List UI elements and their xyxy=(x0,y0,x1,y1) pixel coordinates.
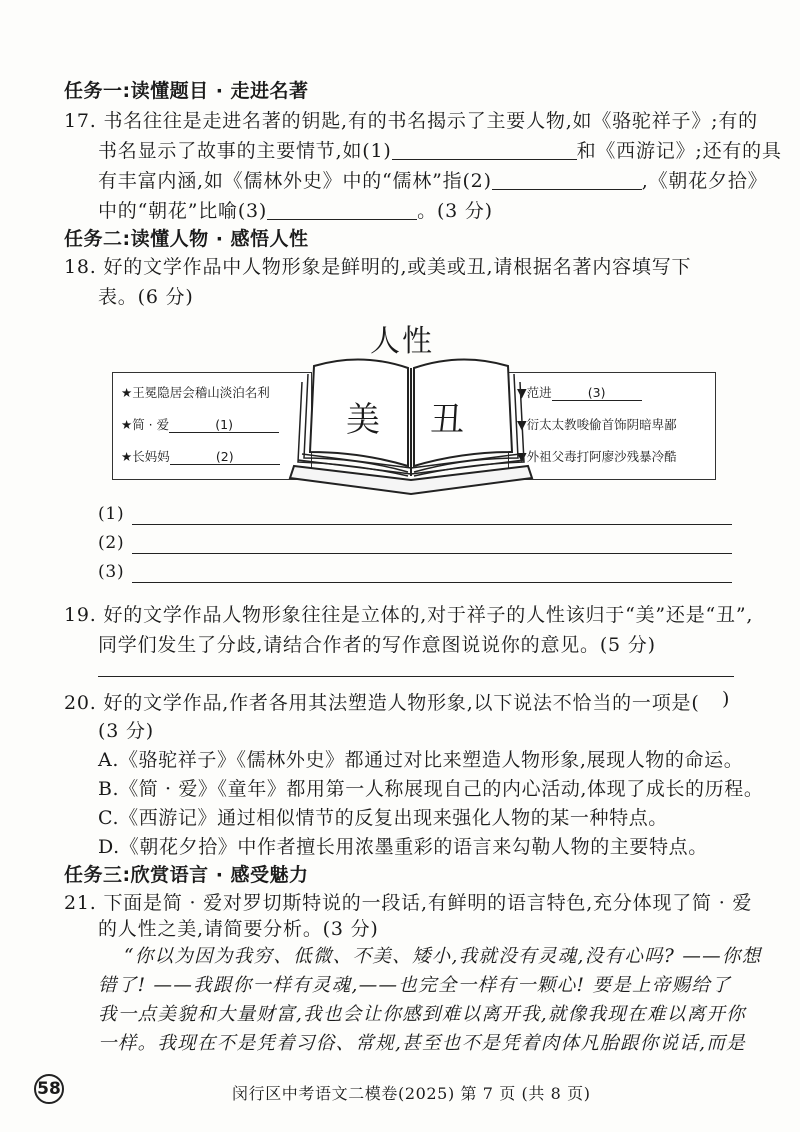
ugliness-item-1: ▼范进 (3) xyxy=(517,383,642,401)
task1-heading: 任务一:读懂题目 · 走进名著 xyxy=(64,80,309,102)
q17-line3 xyxy=(98,166,767,193)
q17-line1: 17. 书名往往是走进名著的钥匙,有的书名揭示了主要人物,如《骆驼祥子》;有的 xyxy=(64,110,758,132)
q18-line2: 表。(6 分) xyxy=(98,286,194,308)
beauty-item-3: ★长妈妈 (2) xyxy=(121,447,280,465)
q19-line2: 同学们发生了分歧,请结合作者的写作意图说说你的意见。(5 分) xyxy=(98,634,656,656)
beauty-blank-1[interactable]: (1) xyxy=(169,417,279,433)
q17-line2-text-a: 书名显示了故事的主要情节,如(1) xyxy=(98,140,392,162)
q17-blank-3[interactable] xyxy=(267,200,417,220)
ugliness-blank-3[interactable]: (3) xyxy=(552,385,642,401)
open-book-icon xyxy=(286,348,536,496)
footer-text: 闵行区中考语文二模卷(2025) 第 7 页 (共 8 页) xyxy=(232,1084,591,1103)
q21-quote-line-3: 我一点美貌和大量财富,我也会让你感到难以离开我,就像我现在难以离开你 xyxy=(98,1004,746,1025)
q18-answer-label-2: (2) xyxy=(98,533,125,553)
q18-answer-line-1[interactable] xyxy=(132,524,732,525)
q20-line1: 20. 好的文学作品,作者各用其法塑造人物形象,以下说法不恰当的一项是( xyxy=(64,692,700,714)
book-right-char: 丑 xyxy=(430,400,464,440)
q20-line2: (3 分) xyxy=(98,720,154,742)
q18-line1: 18. 好的文学作品中人物形象是鲜明的,或美或丑,请根据名著内容填写下 xyxy=(64,256,692,278)
q17-line4-text-a: 中的“朝花”比喻(3) xyxy=(98,200,268,222)
q18-answer-label-1: (1) xyxy=(98,504,125,524)
q19-answer-line[interactable] xyxy=(98,676,734,677)
beauty-item-2: ★简 · 爱 (1) xyxy=(121,415,279,433)
beauty-item-1: ★王冕隐居会稽山淡泊名利 xyxy=(121,385,270,400)
ugliness-box xyxy=(508,372,716,480)
book-left-char: 美 xyxy=(346,400,380,440)
q17-line3-text-a: 有丰富内涵,如《儒林外史》中的“儒林”指(2) xyxy=(98,170,492,192)
q20-option-a[interactable]: A.《骆驼祥子》《儒林外史》都通过对比来塑造人物形象,展现人物的命运。 xyxy=(98,749,744,771)
q21-line1: 21. 下面是简 · 爱对罗切斯特说的一段话,有鲜明的语言特色,充分体现了简 · 爱 xyxy=(64,892,753,914)
q18-answer-line-3[interactable] xyxy=(132,582,732,583)
q20-paren-close: ) xyxy=(722,688,731,710)
q17-blank-2[interactable] xyxy=(492,170,642,190)
q21-quote-line-4: 一样。我现在不是凭着习俗、常规,甚至也不是凭着肉体凡胎跟你说话,而是 xyxy=(98,1033,746,1054)
q17-line2 xyxy=(98,136,782,163)
page-number-badge: 58 xyxy=(34,1074,64,1104)
ugliness-item-3: ▼外祖父毒打阿廖沙残暴冷酷 xyxy=(517,449,677,464)
q20-option-c[interactable]: C.《西游记》通过相似情节的反复出现来强化人物的某一种特点。 xyxy=(98,807,668,829)
beauty-box xyxy=(112,372,312,480)
q17-line4-text-b: 。(3 分) xyxy=(417,200,493,222)
q19-line1: 19. 好的文学作品人物形象往往是立体的,对于祥子的人性该归于“美”还是“丑”, xyxy=(64,604,754,626)
q20-option-b[interactable]: B.《简 · 爱》《童年》都用第一人称展现自己的内心活动,体现了成长的历程。 xyxy=(98,778,764,800)
q18-answer-line-2[interactable] xyxy=(132,553,732,554)
q18-answer-label-3: (3) xyxy=(98,562,125,582)
q17-blank-1[interactable] xyxy=(392,140,577,160)
q17-line4 xyxy=(98,196,493,223)
ugliness-item-2: ▼衍太太教唆偷首饰阴暗卑鄙 xyxy=(517,417,677,432)
q17-line3-text-b: ,《朝花夕拾》 xyxy=(641,170,768,192)
beauty-blank-2[interactable]: (2) xyxy=(170,449,280,465)
q21-quote-line-2: 错了! ——我跟你一样有灵魂,——也完全一样有一颗心! 要是上帝赐给了 xyxy=(98,975,732,996)
task2-heading: 任务二:读懂人物 · 感悟人性 xyxy=(64,228,309,250)
q21-quote-line-1: “你以为因为我穷、低微、不美、矮小,我就没有灵魂,没有心吗? ——你想 xyxy=(124,946,762,967)
q21-line2: 的人性之美,请简要分析。(3 分) xyxy=(98,918,379,940)
q17-line2-text-b: 和《西游记》;还有的具 xyxy=(576,140,782,162)
task3-heading: 任务三:欣赏语言 · 感受魅力 xyxy=(64,864,309,886)
diagram-title: 人性 xyxy=(370,324,434,359)
q20-option-d[interactable]: D.《朝花夕拾》中作者擅长用浓墨重彩的语言来勾勒人物的主要特点。 xyxy=(98,836,708,858)
